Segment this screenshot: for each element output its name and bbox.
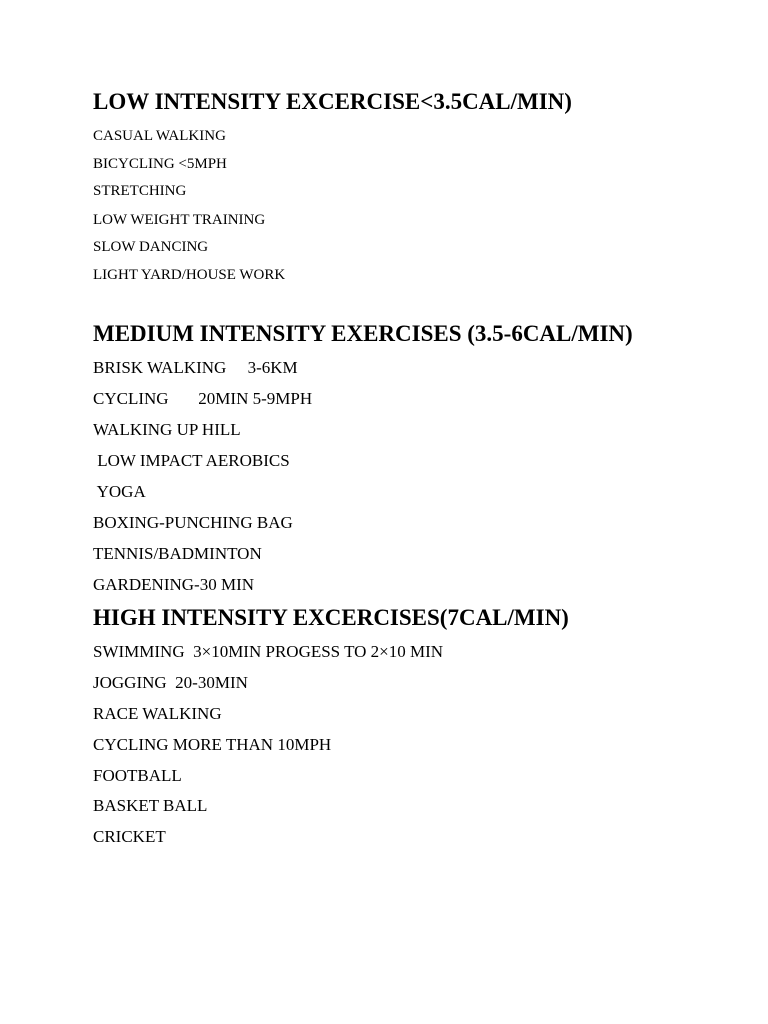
list-item: JOGGING 20-30MIN bbox=[93, 673, 248, 692]
list-item: CASUAL WALKING bbox=[93, 128, 226, 144]
high-intensity-heading: HIGH INTENSITY EXCERCISES(7CAL/MIN) bbox=[93, 605, 569, 630]
medium-intensity-heading: MEDIUM INTENSITY EXERCISES (3.5-6CAL/MIN) bbox=[93, 321, 633, 346]
list-item: BRISK WALKING 3-6KM bbox=[93, 358, 298, 377]
list-item: TENNIS/BADMINTON bbox=[93, 544, 262, 563]
list-item: LIGHT YARD/HOUSE WORK bbox=[93, 267, 286, 283]
list-item: BASKET BALL bbox=[93, 796, 208, 815]
list-item: CYCLING MORE THAN 10MPH bbox=[93, 735, 332, 754]
list-item: BICYCLING <5MPH bbox=[93, 156, 227, 172]
list-item: SLOW DANCING bbox=[93, 239, 209, 255]
list-item: YOGA bbox=[93, 482, 146, 501]
list-item: CRICKET bbox=[93, 827, 166, 846]
list-item: FOOTBALL bbox=[93, 766, 182, 785]
low-intensity-heading: LOW INTENSITY EXCERCISE<3.5CAL/MIN) bbox=[93, 89, 572, 114]
list-item: RACE WALKING bbox=[93, 704, 222, 723]
list-item: CYCLING 20MIN 5-9MPH bbox=[93, 389, 313, 408]
list-item: LOW IMPACT AEROBICS bbox=[93, 451, 290, 470]
list-item: GARDENING-30 MIN bbox=[93, 575, 255, 594]
list-item: SWIMMING 3×10MIN PROGESS TO 2×10 MIN bbox=[93, 642, 444, 661]
list-item: LOW WEIGHT TRAINING bbox=[93, 212, 266, 228]
list-item: STRETCHING bbox=[93, 183, 187, 199]
list-item: BOXING-PUNCHING BAG bbox=[93, 513, 293, 532]
list-item: WALKING UP HILL bbox=[93, 420, 241, 439]
